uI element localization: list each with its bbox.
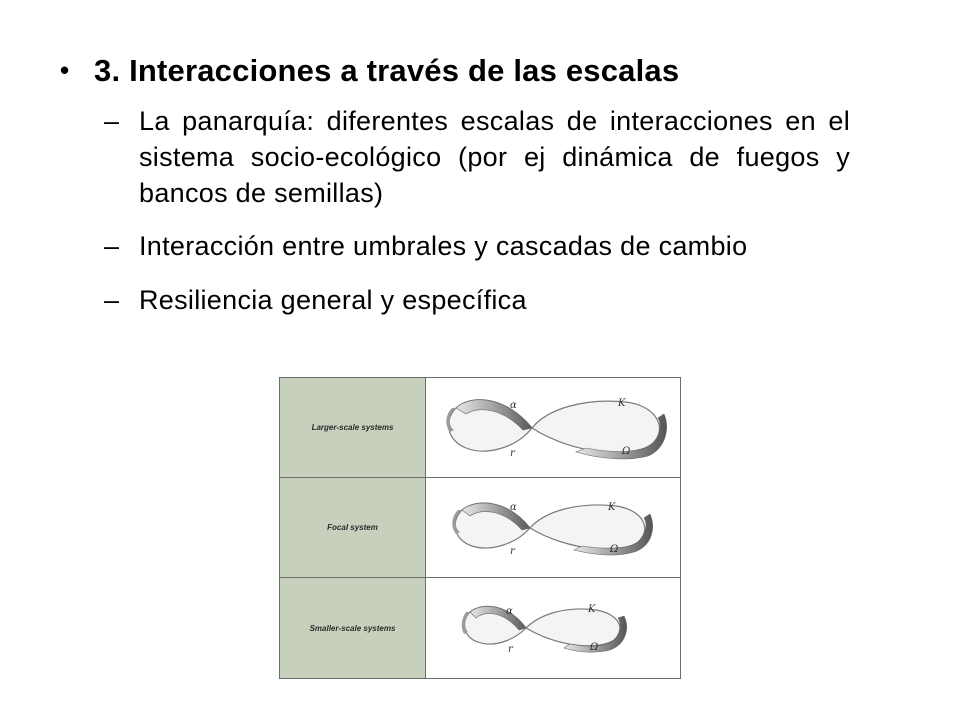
omega-label: Ω — [590, 642, 599, 653]
sub-bullet-thresholds — [104, 228, 850, 264]
sub-bullet-resilience — [104, 282, 850, 318]
kappa-label: K — [608, 502, 616, 513]
kappa-label: K — [618, 398, 626, 409]
adaptive-cycle-larger — [426, 378, 680, 478]
sub-bullet-text: La panarquía: diferentes escalas de interacciones en el sistema socio-ecológico (por ej dinámica de fuegos y bancos de semillas) — [139, 106, 850, 208]
sub-bullet-panarchy — [104, 103, 850, 211]
bullet-dot: • — [60, 55, 70, 85]
slide-heading: 3. Interacciones a través de las escalas — [94, 53, 680, 88]
dash: – — [104, 106, 120, 136]
r-label: r — [510, 546, 515, 557]
adaptive-cycle-diagram — [426, 478, 680, 578]
row-label-text: Focal system — [327, 523, 378, 532]
r-label: r — [508, 644, 513, 655]
row-label-larger — [280, 378, 426, 478]
row-label-text: Larger-scale systems — [311, 423, 394, 432]
adaptive-cycle-smaller — [426, 578, 680, 678]
kappa-label: K — [588, 604, 596, 615]
row-label-text: Smaller-scale systems — [309, 623, 396, 633]
bullet-list — [60, 48, 850, 318]
sub-bullet-text: Resiliencia general y específica — [139, 285, 527, 315]
sub-bullet-text: Interacción entre umbrales y cascadas de cambio — [139, 231, 748, 261]
row-label-focal — [280, 478, 426, 578]
heading-bullet — [60, 48, 850, 95]
adaptive-cycle-focal — [426, 478, 680, 578]
adaptive-cycle-diagram — [426, 578, 680, 678]
alpha-label: α — [510, 400, 517, 411]
dash: – — [104, 231, 120, 261]
row-label-smaller — [280, 578, 426, 678]
dash: – — [104, 285, 120, 315]
adaptive-cycle-diagram — [426, 378, 680, 478]
omega-label: Ω — [610, 544, 619, 555]
r-label: r — [510, 448, 515, 459]
alpha-label: α — [506, 606, 513, 617]
alpha-label: α — [510, 502, 517, 513]
panarchy-figure — [279, 377, 681, 679]
omega-label: Ω — [622, 446, 631, 457]
